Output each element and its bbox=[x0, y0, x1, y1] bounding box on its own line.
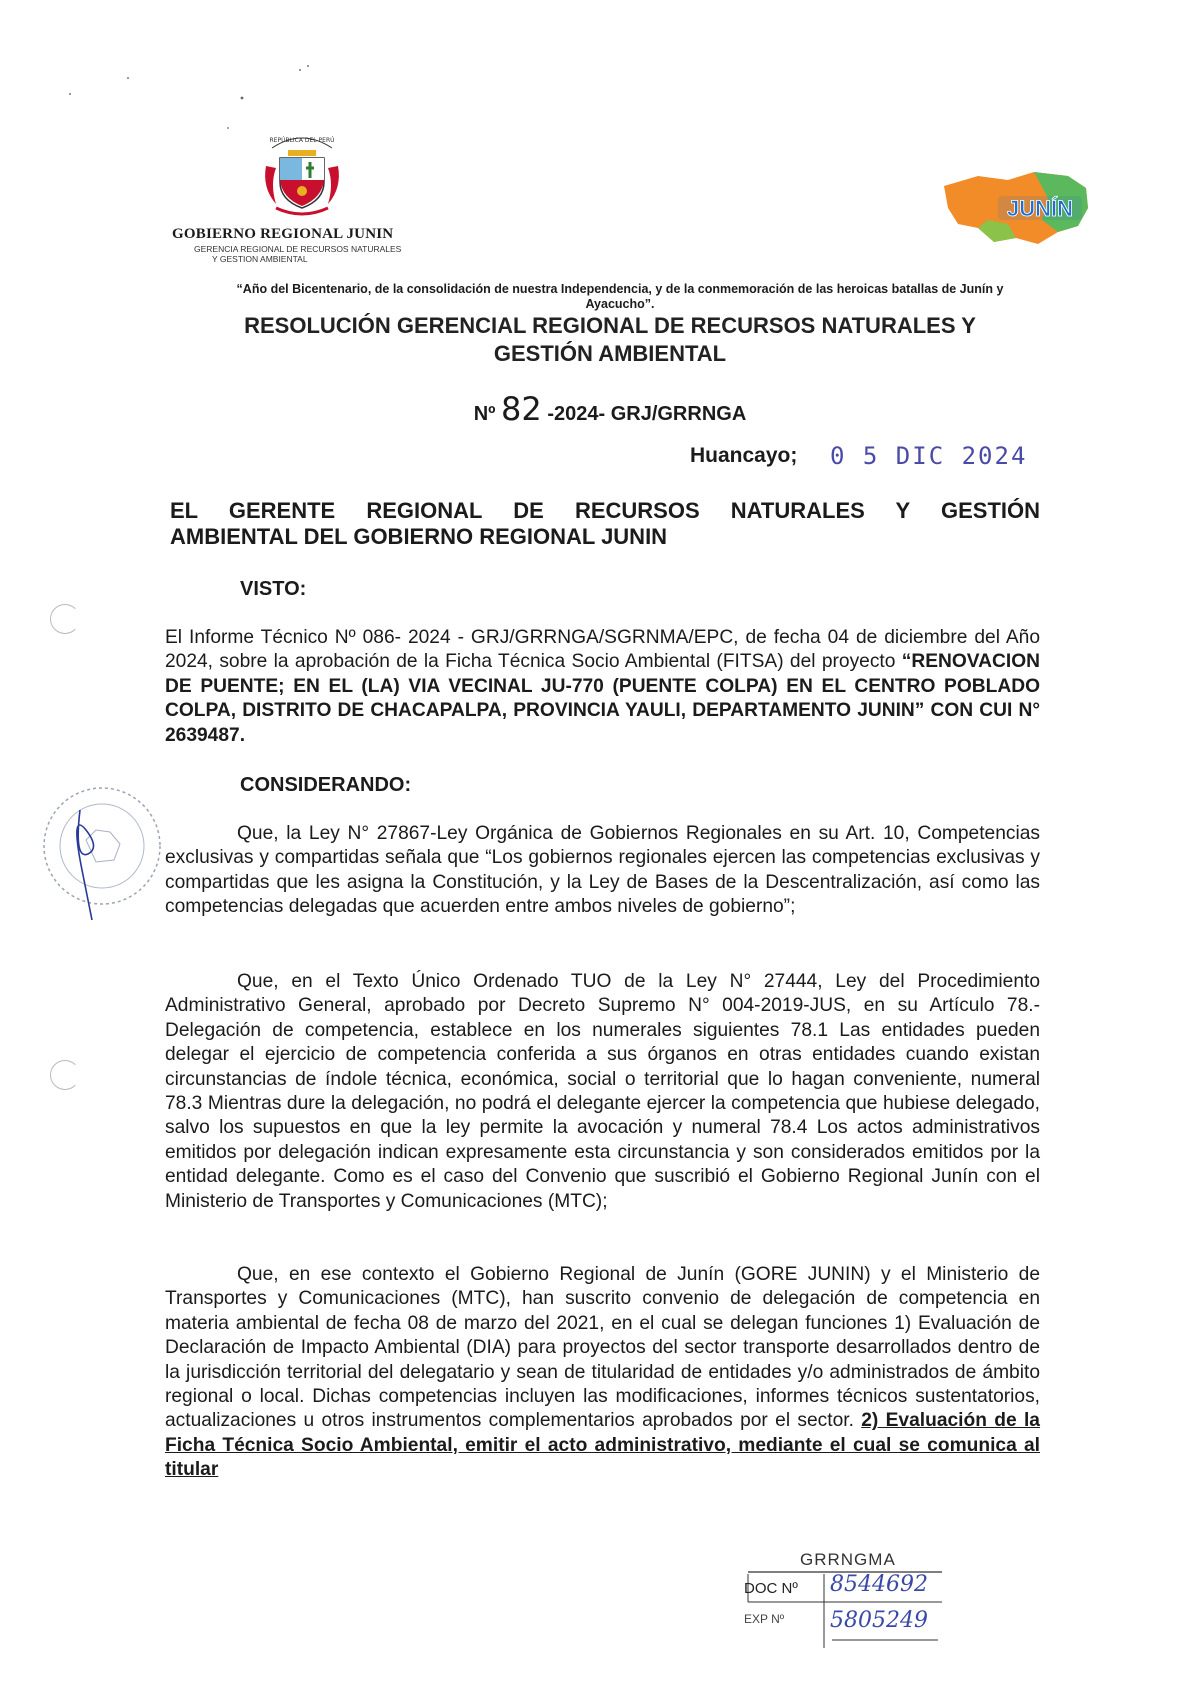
exp-number-value: 5805249 bbox=[830, 1608, 928, 1633]
place-label: Huancayo; bbox=[690, 444, 798, 467]
visto-text: El Informe Técnico Nº 086- 2024 - GRJ/GRRNGA/SGRNMA/EPC, de fecha 04 de diciembre del Año 2024, sobre la aprobación de la Ficha Técnica Socio Ambiental (FITSA) del proyecto bbox=[165, 627, 1040, 673]
government-name: GOBIERNO REGIONAL JUNIN bbox=[172, 226, 394, 242]
paragraph-3-underlined: 2) Evaluación de la Ficha Técnica Socio Ambiental, emitir el acto administrativo, mediante el cual se comunica al titular bbox=[165, 1410, 1040, 1481]
margin-seal-and-initial bbox=[30, 770, 180, 920]
authority-heading-line-2: AMBIENTAL DEL GOBIERNO REGIONAL JUNIN bbox=[170, 524, 668, 549]
considerando-label: CONSIDERANDO: bbox=[240, 774, 412, 796]
year-motto-line-1: “Año del Bicentenario, de la consolidación de nuestra Independencia, y de la conmemoración de las heroicas batallas de Junín y bbox=[236, 282, 1004, 296]
year-motto-line-2: Ayacucho”. bbox=[585, 297, 655, 311]
resolution-title bbox=[200, 312, 1020, 368]
considerando-paragraph-1 bbox=[165, 822, 1040, 920]
subunit-line-2: Y GESTION AMBIENTAL bbox=[212, 254, 308, 264]
logo-text: JUNÍN bbox=[1006, 196, 1074, 221]
registry-office: GRRNGMA bbox=[800, 1550, 896, 1569]
paragraph-2-text: Que, en el Texto Único Ordenado TUO de la Ley N° 27444, Ley del Procedimiento Administrativo General, aprobado por Decreto Supremo N° 004-2019-JUS, en su Artículo 78.- Delegación de competencia, establece en los numerales siguientes 78.1 Las entidades pueden delegar el ejercicio de competencia conferida a sus órganos en otras entidades cuando existan circunstancias de índole técnica, económica, social o territorial que lo hagan conveniente, numeral 78.3 Mientras dure la delegación, no podrá el delegante ejercer la competencia que hubiese delegado, salvo los supuestos en que la ley permite la avocación y numeral 78.4 Los actos administrativos emitidos por delegación indican expresamente esta circunstancia y son considerados emitidos por la entidad delegante. Como es el caso del Convenio que suscribió el Gobierno Regional Junín con el Ministerio de Transportes y Comunicaciones (MTC); bbox=[165, 971, 1040, 1212]
junin-region-logo bbox=[938, 168, 1090, 248]
authority-heading-line-1: EL GERENTE REGIONAL DE RECURSOS NATURALES Y GESTIÓN bbox=[170, 498, 1040, 523]
scan-specks bbox=[60, 60, 420, 140]
considerando-paragraph-3 bbox=[165, 1263, 1040, 1483]
number-prefix: Nº bbox=[473, 403, 496, 425]
paragraph-1-text: Que, la Ley N° 27867-Ley Orgánica de Gobiernos Regionales en su Art. 10, Competencias exclusivas y compartidas señala que “Los gobiernos regionales ejercen las competencias exclusivas y compartidas que les asigna la Constitución, y la Ley de Bases de la Descentralización, así como las competencias delegadas que acuerden entre ambos niveles de gobierno”; bbox=[165, 823, 1040, 918]
punch-hole-top bbox=[50, 604, 80, 634]
paragraph-3-text: Que, en ese contexto el Gobierno Regional de Junín (GORE JUNIN) y el Ministerio de Transportes y Comunicaciones (MTC), han suscrito convenio de delegación de competencia en materia ambiental de fecha 08 de marzo del 2021, en el cual se delegan funciones 1) Evaluación de Declaración de Impacto Ambiental (DIA) para proyectos del sector transporte desarrollados dentro de la jurisdicción territorial del delegatario y sean de titularidad de entidades y/o administrados de ámbito regional o local. Dichas competencias incluyen las modificaciones, informes técnicos sustentatorios, actualizaciones u otros instrumentos complementarios aprobados por el sector. bbox=[165, 1264, 1040, 1432]
year-motto bbox=[180, 282, 1060, 312]
resolution-title-line-1: RESOLUCIÓN GERENCIAL REGIONAL DE RECURSOS NATURALES Y bbox=[244, 313, 976, 338]
visto-paragraph bbox=[165, 626, 1040, 748]
subunit-line-1: GERENCIA REGIONAL DE RECURSOS NATURALES bbox=[194, 244, 402, 254]
visto-label: VISTO: bbox=[240, 578, 307, 600]
date-stamp: 0 5 DIC 2024 bbox=[830, 442, 1028, 470]
considerando-paragraph-2 bbox=[165, 970, 1040, 1214]
doc-number-label: DOC Nº bbox=[744, 1580, 798, 1597]
doc-number-value: 8544692 bbox=[830, 1572, 928, 1597]
peru-coat-of-arms-seal bbox=[262, 128, 342, 218]
number-suffix: -2024- GRJ/GRRNGA bbox=[547, 403, 747, 425]
number-value: 82 bbox=[501, 390, 542, 428]
exp-number-label: EXP Nº bbox=[744, 1612, 785, 1626]
resolution-number bbox=[330, 390, 890, 428]
seal-text: REPÚBLICA DEL PERÚ bbox=[269, 137, 335, 144]
punch-hole-bottom bbox=[50, 1060, 80, 1090]
government-subunit bbox=[194, 244, 401, 264]
visto-project-title: “RENOVACION DE PUENTE; EN EL (LA) VIA VECINAL JU-770 (PUENTE COLPA) EN EL CENTRO POBLADO COLPA, DISTRITO DE CHACAPALPA, PROVINCIA YAULI, DEPARTAMENTO JUNIN” CON CUI N° 2639487. bbox=[165, 651, 1040, 746]
resolution-title-line-2: GESTIÓN AMBIENTAL bbox=[493, 341, 727, 366]
